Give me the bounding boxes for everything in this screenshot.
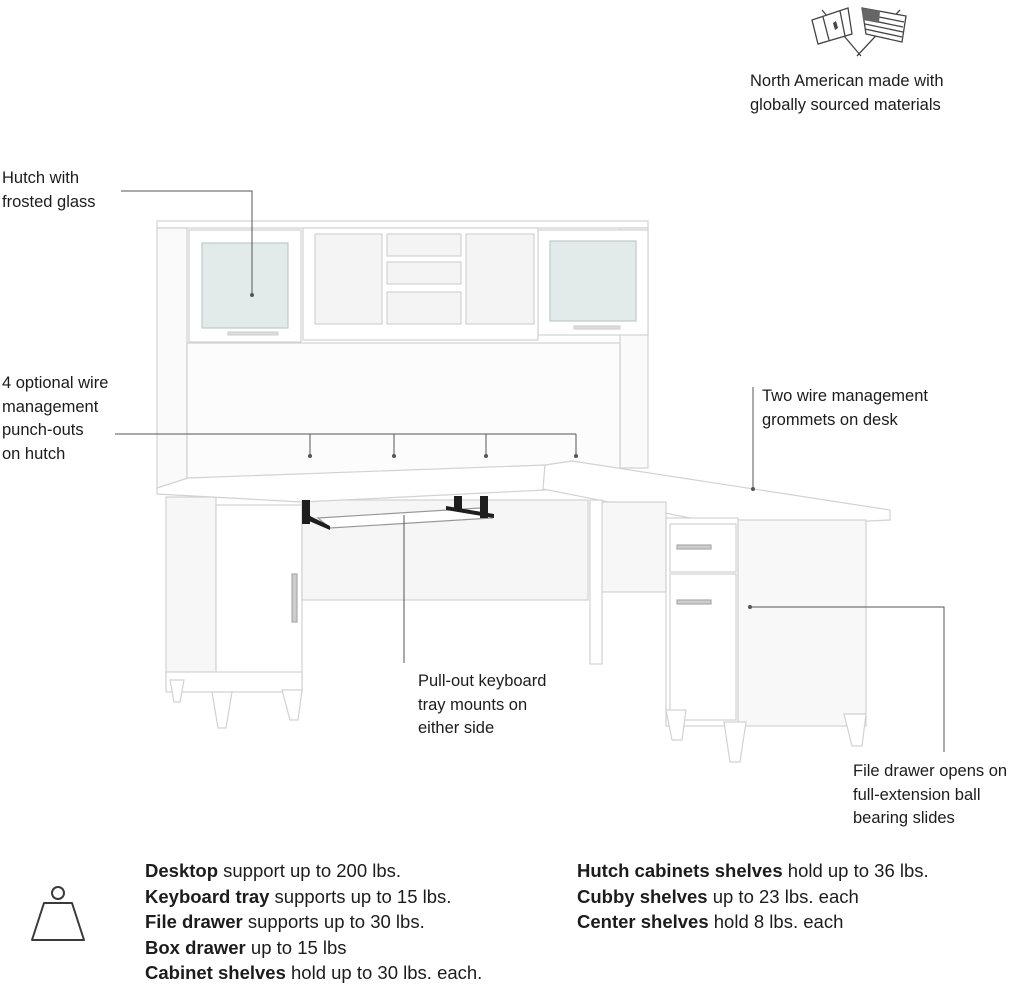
callout-file-drawer: File drawer opens on full-extension ball bearing slides [853, 762, 1008, 827]
spec-line: Desktop support up to 200 lbs. [145, 860, 402, 881]
leg-2 [212, 692, 232, 728]
hutch-back-panel [187, 343, 620, 483]
center-shelf-2 [387, 262, 461, 284]
specs-right [577, 858, 929, 935]
file-drawer [670, 574, 736, 720]
spec-line: Cubby shelves up to 23 lbs. each [577, 885, 859, 907]
left-base [166, 672, 302, 692]
callout-hutch: Hutch with frosted glass [2, 169, 96, 211]
made-in-text: North American made with globally sourced materials [750, 72, 944, 114]
callout-wire-punchouts: 4 optional wire management punch-outs on hutch [2, 374, 109, 463]
cubby-right [466, 234, 534, 324]
leg-4 [666, 710, 686, 740]
cabinet-door [216, 505, 302, 691]
hutch-top [157, 221, 648, 228]
center-shelf-3 [387, 292, 461, 324]
spec-line: Hutch cabinets shelves hold up to 36 lbs. [577, 860, 929, 881]
spec-line: Center shelves hold 8 lbs. each [577, 911, 844, 932]
specs-left [145, 858, 482, 986]
spec-line: Cabinet shelves hold up to 30 lbs. each. [145, 962, 483, 983]
hutch-left-side [157, 228, 187, 490]
spec-line: Box drawer up to 15 lbs [145, 936, 347, 958]
cabinet-handle [292, 574, 297, 622]
file-drawer-handle [677, 600, 711, 604]
leg-3 [282, 690, 302, 720]
callout-grommets: Two wire management grommets on desk [762, 387, 928, 429]
return-support-leg [590, 500, 602, 664]
left-pedestal-side [166, 497, 216, 675]
left-door-handle [228, 332, 278, 335]
leg-1 [170, 680, 184, 702]
weight-icon [32, 887, 84, 940]
spec-line: Keyboard tray supports up to 15 lbs. [145, 885, 452, 907]
right-door-handle [574, 326, 620, 329]
frosted-glass-left [202, 243, 288, 328]
box-drawer-handle [677, 545, 711, 549]
file-pedestal-side [738, 520, 866, 726]
callout-keyboard-tray: Pull-out keyboard tray mounts on either side [418, 672, 547, 737]
leg-5 [724, 722, 746, 762]
spec-line: File drawer supports up to 30 lbs. [145, 911, 425, 932]
frosted-glass-right [550, 241, 636, 321]
flags-icon [812, 8, 906, 56]
cubby-left [315, 234, 382, 324]
leg-6 [844, 714, 866, 746]
center-shelf-1 [387, 234, 461, 256]
